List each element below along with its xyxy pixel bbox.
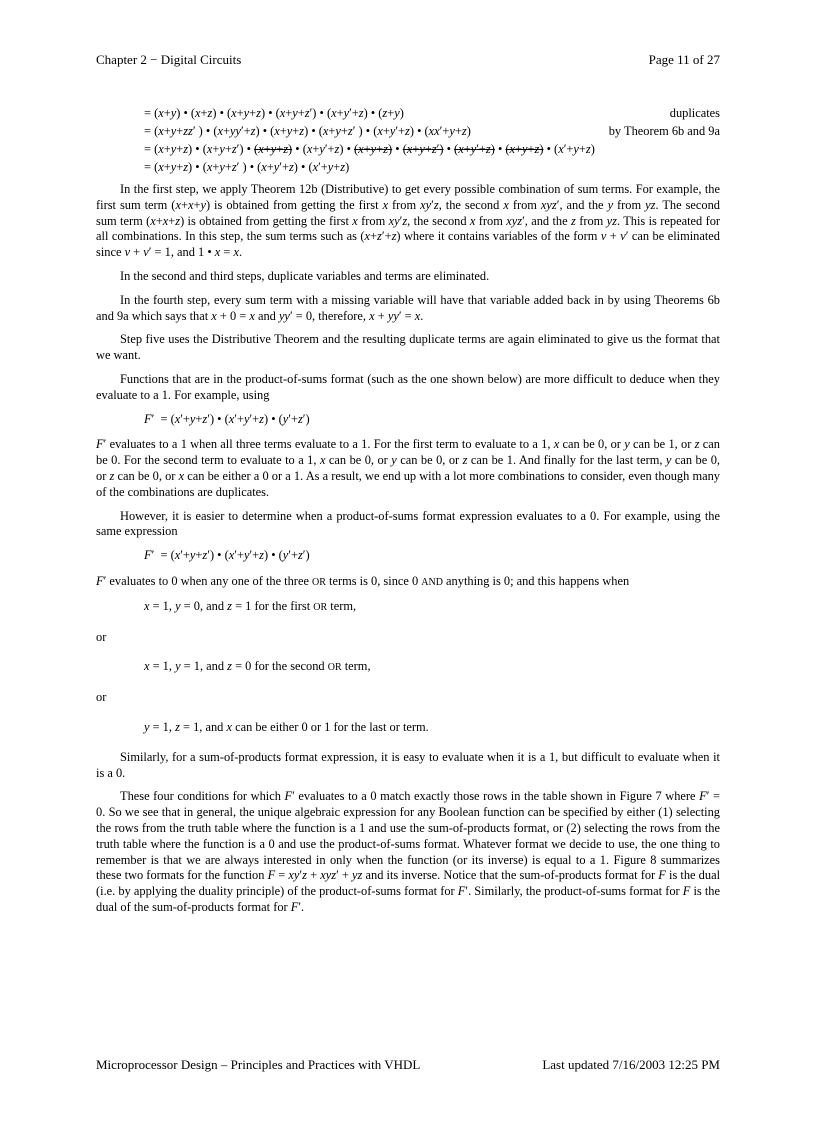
condition-last-term: y = 1, z = 1, and x can be either 0 or 1 for the last or term. [144, 719, 429, 734]
paragraph-second-third-steps: In the second and third steps, duplicate variables and terms are eliminated. [120, 268, 490, 283]
paragraph-product-of-sums: Functions that are in the product-of-sums format (such as the one shown below) are more difficult to deduce when they evaluate to a 1. For example, using [96, 371, 720, 402]
paragraph-step-five: Step five uses the Distributive Theorem and the resulting duplicate terms are again eliminated to give us the format that we want. [96, 332, 720, 363]
chapter-title: Chapter 2 − Digital Circuits [96, 52, 242, 67]
or-word-2: or [96, 690, 107, 705]
body-text [96, 182, 720, 924]
paragraph-sum-of-products: Similarly, for a sum-of-products format expression, it is easy to evaluate when it is a 1, but difficult to evaluate when it is a 0. [96, 749, 720, 780]
paragraph-evaluates-to-one: F′ evaluates to a 1 when all three terms evaluate to a 1. For the first term to evaluate to a 1, x can be 0, or y can be 1, or z can be 0. For the second term to evaluate to a 1, x can be 0, or y can be 0, or z can be 1. And finally for the last term, y can be 0, or z can be 0, or x can be either a 0 or a 1. As a result, we end up with a lot more combinations to consider, even though many of the combinations are duplicates. [96, 437, 721, 499]
derivation-block [144, 104, 720, 176]
derivation-line-2: = (x+y+zz′ ) • (x+yy′+z) • (x+y+z) • (x+y+z′ ) • (x+y′+z) • (xx′+y+z) by Theorem 6b and 9a [144, 124, 720, 138]
page-number: Page 11 of 27 [648, 52, 720, 67]
formula-f-prime-1: F′ = (x′+y+z′) • (x′+y′+z) • (y′+z′) [144, 411, 310, 426]
last-updated: Last updated 7/16/2003 12:25 PM [542, 1057, 720, 1072]
derivation-line-3: = (x+y+z) • (x+y+z′) • (x+y+z) • (x+y′+z) • (x+y+z) • (x+y+z′) • (x+y′+z) • (x+y+z) • (x′+y+z) [144, 142, 595, 156]
condition-first-or-term: x = 1, y = 0, and z = 1 for the first OR term, [144, 598, 357, 613]
derivation-note-theorem: by Theorem 6b and 9a [608, 124, 720, 138]
condition-second-or-term: x = 1, y = 1, and z = 0 for the second OR term, [144, 659, 371, 674]
formula-f-prime-2: F′ = (x′+y+z′) • (x′+y′+z) • (y′+z′) [144, 548, 310, 563]
paragraph-evaluates-to-zero: However, it is easier to determine when a product-of-sums format expression evaluates to a 0. For example, using the same expression [96, 508, 720, 539]
paragraph-fourth-step: In the fourth step, every sum term with a missing variable will have that variable added back in by using Theorems 6b and 9a which says that x + 0 = x and yy′ = 0, therefore, x + yy′ = x. [96, 292, 720, 323]
paragraph-zero-conditions: F′ evaluates to 0 when any one of the three OR terms is 0, since 0 AND anything is 0; and this happens when [96, 573, 630, 588]
derivation-line-1: = (x+y) • (x+z) • (x+y+z) • (x+y+z′) • (x+y′+z) • (z+y) duplicates [144, 106, 720, 120]
paragraph-summary: These four conditions for which F′ evaluates to a 0 match exactly those rows in the table shown in Figure 7 where F′ = 0. So we see that in general, the unique algebraic expression for any Boolean function can be specified by either (1) selecting the rows from the truth table where the function is a 1 and use the sum-of-products format, or (2) selecting the rows from the truth table where the function is a 0 and use the product-of-sums format. Whatever format we decide to use, the one thing to remember is that we are always interested in only when the function (or its inverse) is equal to a 1. Figure 8 summarizes these two formats for the function F = xy′z + xyz′ + yz and its inverse. Notice that the sum-of-products format for F is the dual (i.e. by applying the duality principle) of the product-of-sums format for F′. Similarly, the product-of-sums format for F is the dual of the sum-of-products format for F′. [96, 789, 721, 914]
paragraph-first-step: In the first step, we apply Theorem 12b (Distributive) to get every possible combination of sum terms. For example, the first sum term (x+x+y) is obtained from getting the first x from xy′z, the second x from xyz′, and the y from yz. The second sum term (x+x+z) is obtained from getting the first x from xy′z, the second x from xyz′, and the z from yz. This is repeated for all combinations. In this step, the sum terms such as (x+z′+z) where it contains variables of the form v + v′ can be eliminated since v + v′ = 1, and 1 • x = x. [96, 182, 721, 260]
book-title: Microprocessor Design – Principles and Practices with VHDL [96, 1057, 421, 1072]
derivation-note-duplicates: duplicates [669, 106, 720, 120]
or-word-1: or [96, 629, 107, 644]
derivation-line-4: = (x+y+z) • (x+y+z′ ) • (x+y′+z) • (x′+y+z) [144, 160, 350, 174]
